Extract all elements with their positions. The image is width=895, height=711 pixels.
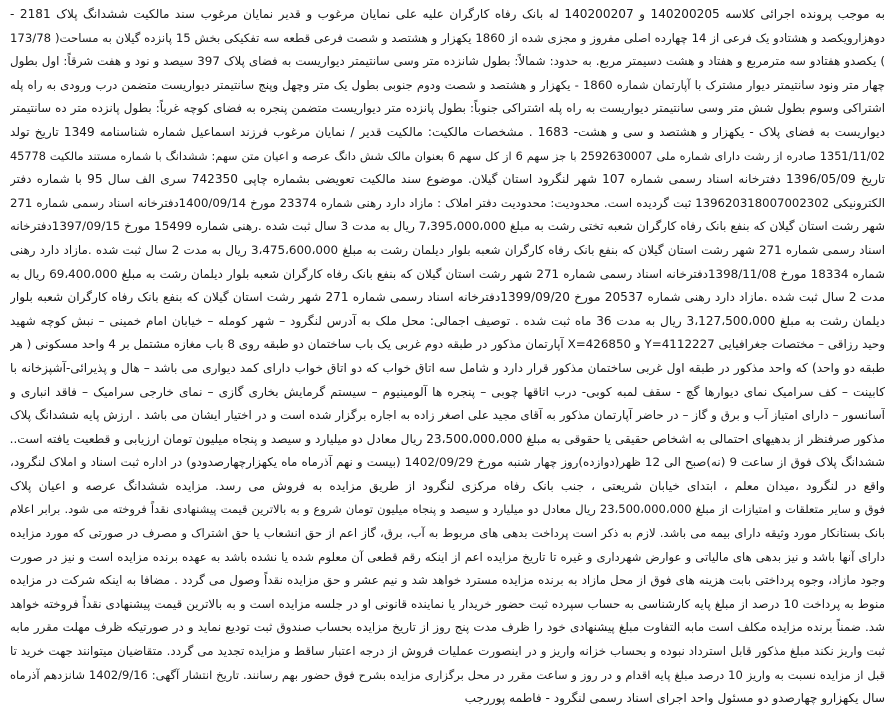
notice-line: به موجب پرونده اجرائی کلاسه 140200205 و 140200207 له بانک رفاه کارگران علیه علی نمایان مرغوب و قدیر نمایان مرغوب سند مالکیت ششدانگ پلاک 2181 - — [10, 7, 885, 21]
notice-line: الکترونیکی 139620318007002302 ثبت گردیده است. محدودیت: محدودیت دفتر املاک : مازاد دارد رهنی شماره 23374 مورخ 1400/09/14دفترخانه اسناد رسمی شماره 271 — [10, 195, 885, 210]
notice-line: دوهزارویکصد و هشتادو یک فرعی از 14 چهارده اصلی مفروز و مجزی شده از 1860 یکهزار و هشتصد و شصت فرعی قطعه سه تفکیکی بخش 15 پانزده گیلان به مساحت( 173/78 — [10, 30, 885, 45]
notice-line: تاریخ 1396/05/09 دفترخانه اسناد رسمی شماره 107 شهر لنگرود استان گیلان. موضوع سند مالکیت تعویضی بشماره چاپی 742350 سری الف سال 95 با شماره دفتر — [10, 172, 885, 187]
notice-line: 1351/11/02 صادره از رشت دارای شماره ملی 2592630007 با جز سهم 6 از کل سهم 6 بعنوان مالک شش دانگ عرصه و اعیان متن سهم: ششدانگ با شماره مستند مالکیت 45778 — [10, 149, 885, 163]
notice-line: قبل از مزایده نسبت به واریز 10 درصد مبلغ پایه اقدام و در روز و ساعت مقرر در محل برگزاری مزایده بشرح فوق حضور بهم رسانند. تاریخ انتشار آگهی: 1402/9/16 شانزدهم آذرماه — [10, 667, 885, 682]
notice-line: وحید رزاقی – مختصات جغرافیایی Y=4112227 و X=426850 آپارتمان مذکور در طبقه دوم غربی یک باب ساختمان دو طبقه روی 8 باب مغازه مشتمل بر 4 واحد مسکونی ( هر — [10, 337, 885, 352]
notice-line: منوط به پرداخت 10 درصد از مبلغ پایه کارشناسی به حساب سپرده ثبت حضور خریدار یا نماینده قانونی او در جلسه مزایده است و به بالاترین قیمت پیشنهادی نقداً فروخته خواهد — [10, 596, 885, 611]
notice-line: واقع در لنگرود ،میدان معلم ، ابتدای خیابان شریعتی ، جنب بانک رفاه مرکزی لنگرود از طریق مزایده به فروش می رسد. مزایده ششدانگ عرصه و اعیان پلاک — [10, 478, 885, 493]
notice-line: شد. ضمناً برنده مزایده مکلف است مابه التفاوت مبلغ پیشنهادی خود را ظرف مدت پنج روز از تاریخ مزایده بحساب صندوق ثبت تودیع نماید و در صورتیکه ظرف مهلت مقرر مابه — [10, 620, 885, 635]
notice-line-signature: سال یکهزارو چهارصدو دو مسئول واحد اجرای اسناد رسمی لنگرود - فاطمه پوررجب — [464, 691, 885, 706]
notice-line: ) یکصدو هفتادو سه مترمربع و هفتاد و هشت دسیمتر مربع. به حدود: شمالاً: بطول شانزده متر وسی سانتیمتر دیواریست به فضای پلاک 397 سیصد و نود و هفت شرقاً: اول بطول — [10, 54, 885, 69]
notice-line: شماره 18334 مورخ 1398/11/08دفترخانه اسناد رسمی شماره 271 شهر رشت استان گیلان که بنفع بانک رفاه کارگران شعبه بلوار دیلمان رشت به مبلغ 69،400،000 ریال به — [10, 266, 885, 281]
notice-line: آسانسور – دارای امتیاز آب و برق و گاز – در حاضر آپارتمان مذکور به آقای مجید علی اصغر زاده به اجاره برگزار شده است و در اختیار ایشان می باشد . ارزش پایه ششدانگ پلاک — [10, 408, 885, 423]
notice-line: شهر رشت استان گیلان که بنفع بانک رفاه کارگران شعبه تختی رشت به مبلغ 7،395،000،000 ریال به مدت 3 سال ثبت شده .رهنی شماره 15499 مورخ 1397/09/15دفترخانه — [10, 219, 885, 234]
notice-line: ششدانگ پلاک فوق از ساعت 9 (نه)صبح الی 12 ظهر(دوازده)روز چهار شنبه مورخ 1402/09/29 (بیست و نهم آذرماه ماه یکهزارچهارصدودو) در اداره ثبت اسناد و املاک لنگرود، — [10, 455, 885, 470]
notice-line: مدت 2 سال ثبت شده .مازاد دارد رهنی شماره 20537 مورخ 1399/09/20دفترخانه اسناد رسمی شماره 271 شهر رشت استان گیلان که بنفع بانک رفاه کارگران شعبه بلوار — [10, 290, 885, 305]
notice-line: ثبت واریز نکند مبلغ مذکور قابل استرداد نبوده و بحساب خزانه واریز و در اینصورت عملیات فروش از درجه اعتبار ساقط و مزایده تجدید می گردد. متقاضیان میتوانند جهت خرید تا — [10, 644, 885, 659]
notice-line: اسناد رسمی شماره 271 شهر رشت استان گیلان که بنفع بانک رفاه کارگران شعبه بلوار دیلمان رشت به مبلغ 3،475،600،000 ریال به مدت 2 سال ثبت شده .مازاد دارد رهنی — [10, 242, 885, 257]
notice-line: طبقه دو واحد) که واحد مذکور در طبقه اول غربی ساختمان مذکور قرار دارد و شامل سه اتاق خواب که دو اتاق خواب دارای کمد دیواری می باشد – هال و پذیرائی-آشپزخانه با — [10, 360, 885, 375]
notice-line: اشتراکی وسوم بطول شش متر وسی سانتیمتر دیواریست به راه پله اشتراکی جنوباً: بطول پانزده متر دیواریست متضمن پنجره به فضای کوچه غرباً: بطول پانزده متر ده سانتیمتر — [10, 101, 885, 116]
notice-line: وجود مازاد، وجوه پرداختی بابت هزینه های فوق از محل مازاد به برنده مزایده مسترد خواهد شد و نیم عشر و حق مزایده نقداً وصول می گردد . مضافا به اینکه شرکت در مزایده — [10, 573, 885, 588]
notice-line: چهار متر ونود سانتیمتر دیوار مشترک با آپارتمان شماره 1860 - یکهزار و هشتصد و شصت ودوم جنوبی بطول یک متر وچهل وپنج سانتیمتر دیواریست متضمن درب ورودی به راه پله — [10, 77, 885, 92]
notice-line: بانک بستانکار مورد وثیقه دارای بیمه می باشد. لازم به ذکر است پرداخت بدهی های مربوط به آب، برق، گاز اعم از حق انشعاب یا حق اشتراک و مصرف در صورتی که مورد مزایده — [10, 526, 885, 541]
notice-line: فوق و سایر متعلقات و امتیازات از مبلغ 23،500،000،000 ریال معادل دو میلیارد و سیصد و پنجاه میلیون تومان شروع و به بالاترین قیمت پیشنهادی نقداً فروخته می شود. برابر اعلام — [10, 502, 885, 517]
notice-line: دارای آنها باشد و نیز بدهی های مالیاتی و عوارض شهرداری و غیره تا تاریخ مزایده اعم از اینکه رقم قطعی آن معلوم شده یا نشده باشد به عهده برنده مزایده است و نیز در صورت — [10, 549, 885, 564]
notice-line: دیواریست به فضای پلاک - یکهزار و هشتصد و سی و هشت- 1683 . مشخصات مالکیت: مالکیت قدیر / نمایان مرغوب فرزند اسماعیل شماره شناسنامه 1349 تاریخ تولد — [10, 124, 885, 139]
notice-line: مذکور صرفنظر از بدهیهای احتمالی به اشخاص حقیقی یا حقوقی به مبلغ 23،500،000،000 ریال معادل دو میلیارد و سیصد و پنجاه میلیون تومان ارزیابی و قطعیت یافته است.. — [10, 431, 885, 446]
notice-line: دیلمان رشت به مبلغ 3،127،500،000 ریال به مدت 36 ماه ثبت شده . توصیف اجمالی: محل ملک به آدرس لنگرود – شهر کومله – خیابان امام خمینی – نبش کوچه شهید — [10, 313, 885, 328]
notice-line: کابینت – کف سرامیک نمای دیوارها گچ - سقف لمبه کوبی- درب اتاقها چوبی – پنجره ها آلومینیوم – سیستم گرمایش بخاری گازی – نمای خارجی سرامیک – فاقد انباری و — [10, 384, 885, 399]
